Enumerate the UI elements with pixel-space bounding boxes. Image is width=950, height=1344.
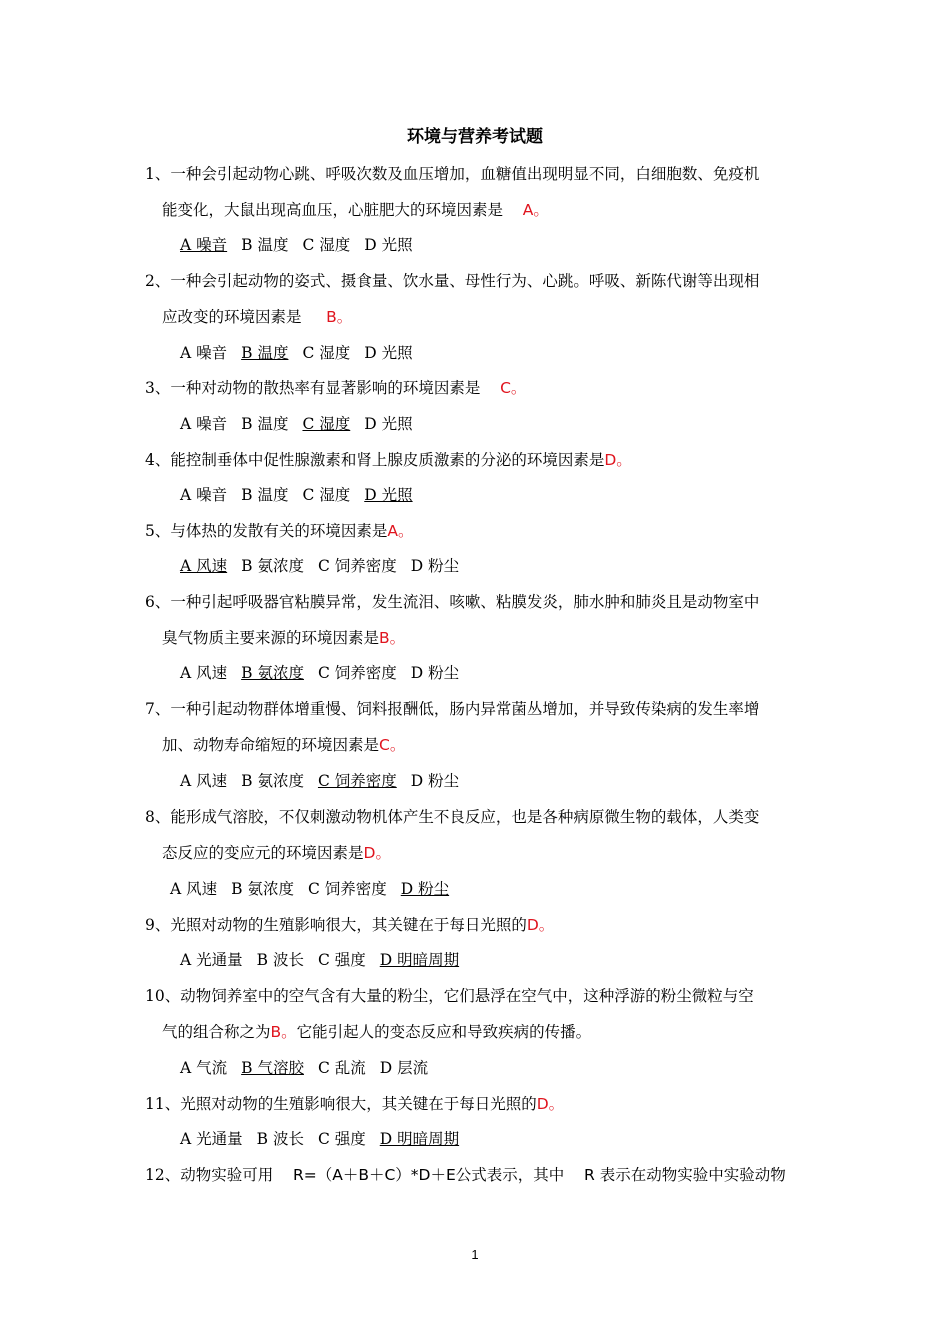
question-10: 10、动物饲养室中的空气含有大量的粉尘，它们悬浮在空气中，这种浮游的粉尘微粒与空 <box>145 987 754 1005</box>
question-3: 3、一种对动物的散热率有显著影响的环境因素是 C。 <box>145 379 527 397</box>
question-7: 7、一种引起动物群体增重慢、饲料报酬低，肠内异常菌丛增加，并导致传染病的发生率增 <box>145 700 760 718</box>
option-a: A 噪音 <box>180 344 228 362</box>
option-c: C 乱流 <box>317 1059 366 1077</box>
option-d: D 粉尘 <box>400 880 450 898</box>
variable-r: R <box>583 1166 595 1184</box>
answer: B。 <box>270 1023 297 1041</box>
question-7-options <box>180 770 950 792</box>
option-d: D 明暗周期 <box>379 1130 460 1148</box>
question-6-options <box>180 662 950 684</box>
formula: R=（A＋B＋C）*D＋E <box>292 1166 456 1184</box>
option-a: A 风速 <box>170 880 218 898</box>
option-d: D 光照 <box>364 236 413 254</box>
option-a: A 风速 <box>180 772 228 790</box>
answer: A。 <box>522 201 549 219</box>
option-b: B 氨浓度 <box>231 880 294 898</box>
option-b: B 气溶胶 <box>241 1059 304 1077</box>
option-a: A 噪音 <box>180 415 228 433</box>
question-1: 1、一种会引起动物心跳、呼吸次数及血压增加，血糖值出现明显不同，白细胞数、免疫机 <box>145 165 760 183</box>
question-8: 8、能形成气溶胶，不仅刺激动物机体产生不良反应，也是各种病原微生物的载体，人类变 <box>145 808 760 826</box>
question-6: 6、一种引起呼吸器官粘膜异常，发生流泪、咳嗽、粘膜发炎，肺水肿和肺炎且是动物室中 <box>145 593 760 611</box>
option-b: B 氨浓度 <box>241 664 304 682</box>
option-b: B 温度 <box>241 415 289 433</box>
question-2: 2、一种会引起动物的姿式、摄食量、饮水量、母性行为、心跳。呼吸、新陈代谢等出现相 <box>145 272 760 290</box>
option-b: B 氨浓度 <box>241 557 304 575</box>
option-c: C 强度 <box>317 1130 366 1148</box>
question-4-options <box>180 484 950 506</box>
answer: B。 <box>379 629 406 647</box>
option-d: D 光照 <box>364 486 413 504</box>
question-10-options <box>180 1057 950 1079</box>
question-6-cont: 臭气物质主要来源的环境因素是B。 <box>162 629 406 647</box>
option-a: A 噪音 <box>180 486 228 504</box>
answer: D。 <box>536 1095 565 1113</box>
question-7-cont: 加、动物寿命缩短的环境因素是C。 <box>162 736 406 754</box>
answer: A。 <box>387 522 414 540</box>
question-9: 9、光照对动物的生殖影响很大，其关键在于每日光照的D。 <box>145 916 555 934</box>
option-c: C 强度 <box>317 951 366 969</box>
option-c: C 饲养密度 <box>317 772 397 790</box>
question-1-options <box>180 234 950 256</box>
answer: D。 <box>604 451 632 469</box>
option-c: C 饲养密度 <box>317 664 397 682</box>
answer: D。 <box>363 844 391 862</box>
option-b: B 氨浓度 <box>241 772 304 790</box>
question-11-options <box>180 1128 950 1150</box>
question-8-options <box>170 878 950 900</box>
question-11: 11、光照对动物的生殖影响很大，其关键在于每日光照的D。 <box>145 1095 565 1113</box>
question-3-options <box>180 413 950 435</box>
question-8-cont: 态反应的变应元的环境因素是D。 <box>162 844 391 862</box>
option-a: A 光通量 <box>180 951 243 969</box>
option-c: C 湿度 <box>302 415 351 433</box>
question-12: 12、动物实验可用 R=（A＋B＋C）*D＋E公式表示，其中 R 表示在动物实验中实验动物 <box>145 1166 786 1184</box>
page-title: 环境与营养考试题 <box>407 127 543 147</box>
option-a: A 风速 <box>180 557 228 575</box>
option-d: D 层流 <box>379 1059 429 1077</box>
option-a: A 气流 <box>180 1059 228 1077</box>
question-5: 5、与体热的发散有关的环境因素是A。 <box>145 522 414 540</box>
option-d: D 光照 <box>364 415 413 433</box>
option-c: C 饲养密度 <box>317 557 397 575</box>
page-number: 1 <box>471 1247 479 1262</box>
option-b: B 波长 <box>256 951 304 969</box>
question-5-options <box>180 555 950 577</box>
option-a: A 噪音 <box>180 236 228 254</box>
option-d: D 光照 <box>364 344 413 362</box>
option-b: B 温度 <box>241 236 289 254</box>
option-a: A 光通量 <box>180 1130 243 1148</box>
question-9-options <box>180 949 950 971</box>
option-d: D 粉尘 <box>410 557 460 575</box>
answer: C。 <box>500 379 527 397</box>
question-4: 4、能控制垂体中促性腺激素和肾上腺皮质激素的分泌的环境因素是D。 <box>145 451 632 469</box>
option-d: D 粉尘 <box>410 664 460 682</box>
option-b: B 温度 <box>241 344 289 362</box>
option-a: A 风速 <box>180 664 228 682</box>
option-c: C 饲养密度 <box>307 880 387 898</box>
question-10-cont: 气的组合称之为B。它能引起人的变态反应和导致疾病的传播。 <box>162 1023 592 1041</box>
answer: C。 <box>379 736 406 754</box>
question-2-cont: 应改变的环境因素是 B。 <box>162 308 353 326</box>
option-c: C 湿度 <box>302 236 351 254</box>
option-c: C 湿度 <box>302 344 351 362</box>
option-c: C 湿度 <box>302 486 351 504</box>
option-d: D 明暗周期 <box>379 951 460 969</box>
answer: B。 <box>326 308 353 326</box>
option-d: D 粉尘 <box>410 772 460 790</box>
question-1-cont: 能变化，大鼠出现高血压，心脏肥大的环境因素是 A。 <box>162 201 549 219</box>
option-b: B 温度 <box>241 486 289 504</box>
question-2-options <box>180 342 950 364</box>
option-b: B 波长 <box>256 1130 304 1148</box>
answer: D。 <box>526 916 555 934</box>
